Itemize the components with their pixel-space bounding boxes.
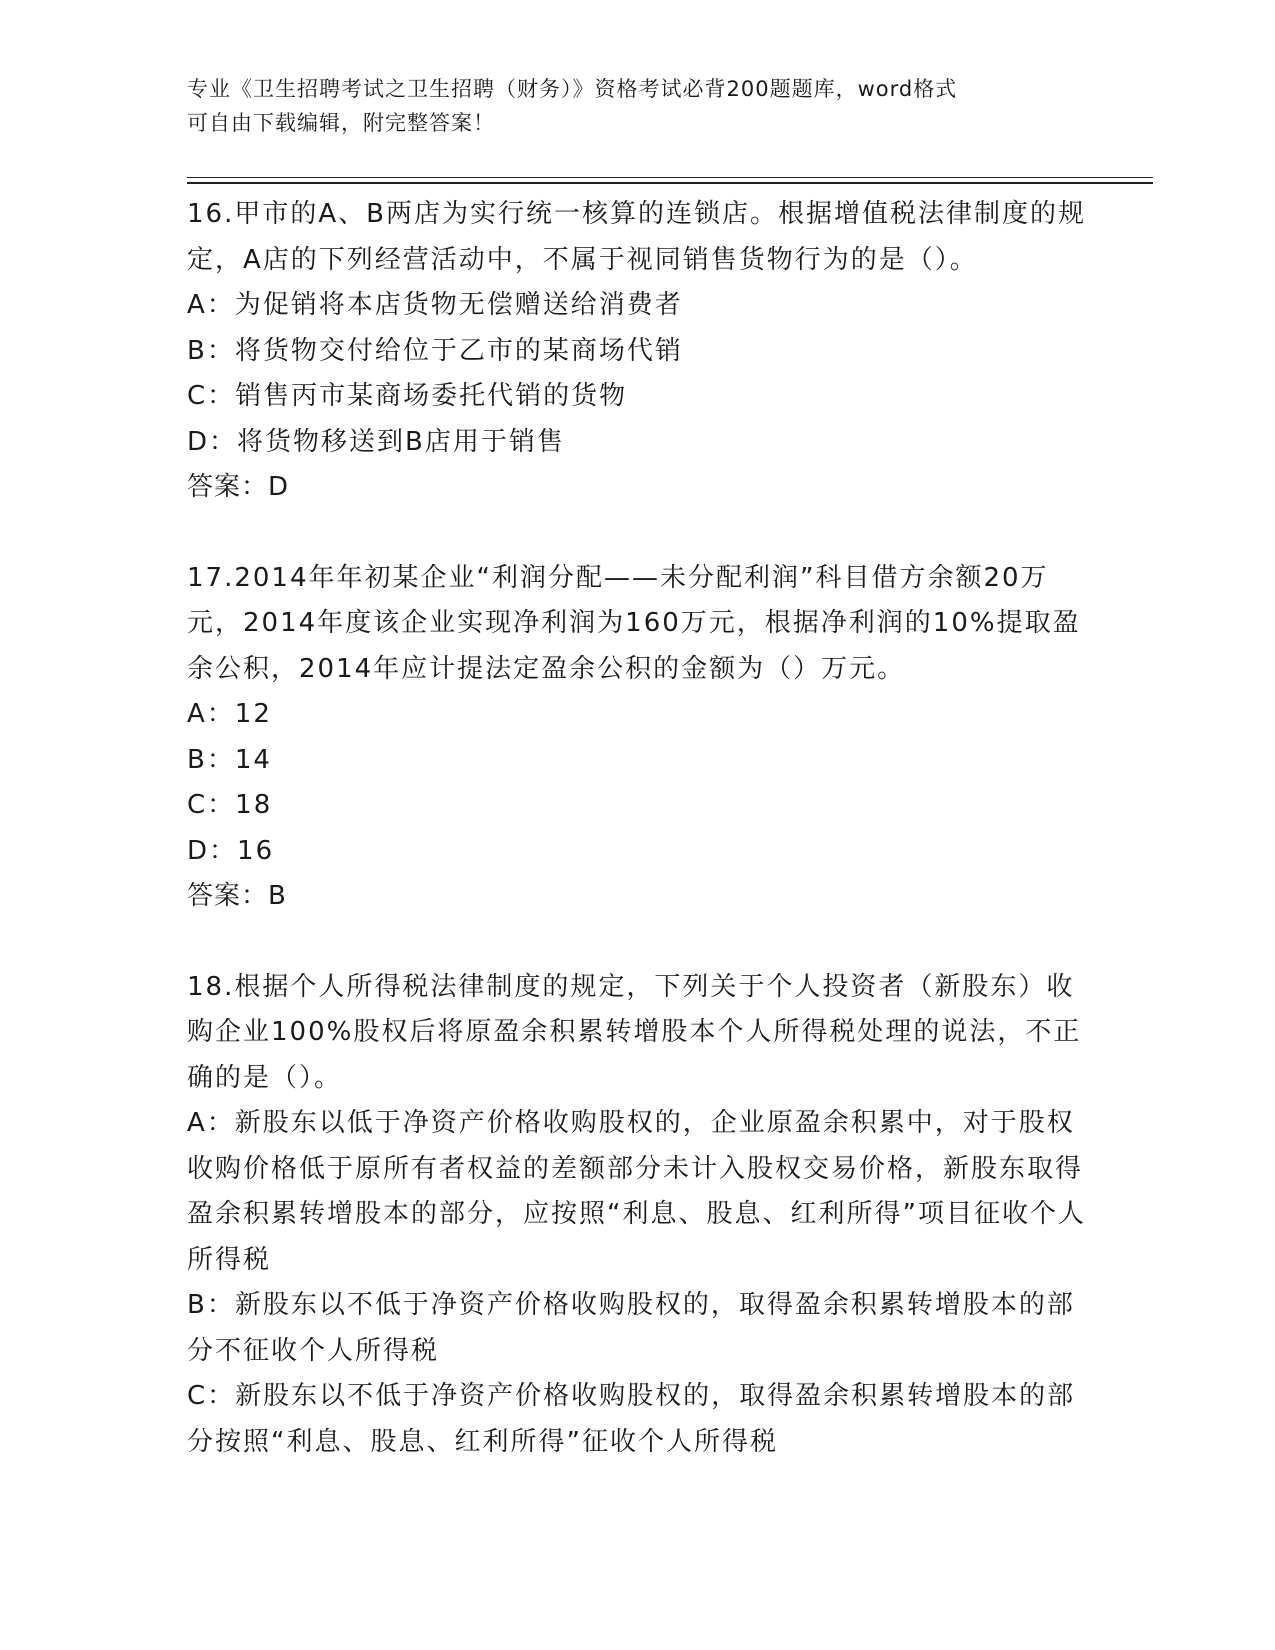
header-divider-thin — [187, 177, 1153, 178]
question-16 — [187, 192, 1092, 511]
question-list — [187, 192, 1092, 1510]
header-divider-thick — [187, 182, 1153, 184]
option-b: B：14 — [187, 744, 272, 775]
document-header — [187, 72, 1087, 140]
header-line-2: 可自由下载编辑，附完整答案！ — [187, 111, 495, 135]
question-text: 18.根据个人所得税法律制度的规定，下列关于个人投资者（新股东）收购企业100%股权后将原盈余积累转增股本个人所得税处理的说法，不正确的是（）。 — [187, 971, 1082, 1093]
question-text: 17.2014年年初某企业“利润分配——未分配利润”科目借方余额20万元，2014年度该企业实现净利润为160万元，根据净利润的10%提取盈余公积，2014年应计提法定盈余公积的金额为（）万元。 — [187, 562, 1081, 684]
answer: 答案：D — [187, 472, 290, 502]
question-18 — [187, 965, 1092, 1466]
option-a: A：12 — [187, 699, 272, 729]
question-17 — [187, 556, 1092, 920]
option-b: B：新股东以不低于净资产价格收购股权的，取得盈余积累转增股本的部分不征收个人所得税 — [187, 1290, 1075, 1366]
option-c: C：销售丙市某商场委托代销的货物 — [187, 381, 628, 411]
question-text: 16.甲市的A、B两店为实行统一核算的连锁店。根据增值税法律制度的规定，A店的下列经营活动中，不属于视同销售货物行为的是（）。 — [187, 199, 1086, 275]
option-a: A：新股东以低于净资产价格收购股权的，企业原盈余积累中，对于股权收购价格低于原所有者权益的差额部分未计入股权交易价格，新股东取得盈余积累转增股本的部分，应按照“利息、股息、红利所得”项目征收个人所得税 — [187, 1108, 1086, 1275]
option-b: B：将货物交付给位于乙市的某商场代销 — [187, 335, 683, 366]
option-c: C：18 — [187, 790, 273, 820]
option-d: D：将货物移送到B店用于销售 — [187, 426, 565, 457]
header-line-1: 专业《卫生招聘考试之卫生招聘（财务）》资格考试必背200题题库，word格式 — [187, 77, 958, 101]
option-c: C：新股东以不低于净资产价格收购股权的，取得盈余积累转增股本的部分按照“利息、股息、红利所得”征收个人所得税 — [187, 1381, 1076, 1457]
option-a: A：为促销将本店货物无偿赠送给消费者 — [187, 290, 683, 320]
answer: 答案：B — [187, 881, 287, 911]
option-d: D：16 — [187, 835, 275, 866]
